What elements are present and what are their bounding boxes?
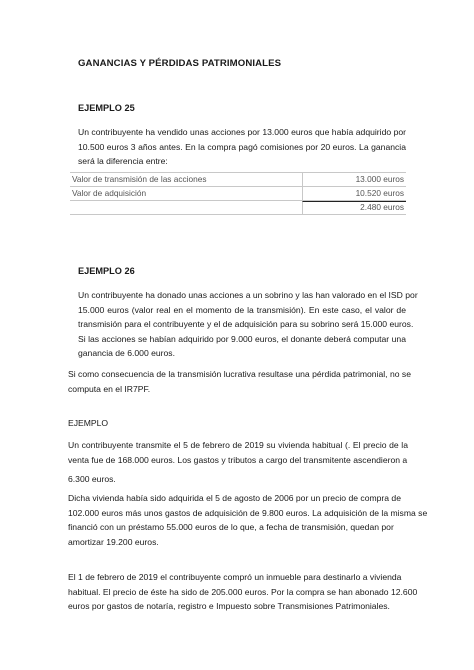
page-title: GANANCIAS Y PÉRDIDAS PATRIMONIALES (78, 58, 282, 69)
text-line: transmisión para el contribuyente y el de adquisición para su sobrino será 15.000 euros. (78, 319, 414, 330)
table-cell-value: 13.000 euros (355, 174, 404, 184)
text-line: habitual. El precio de éste ha sido de 205.000 euros. Por la compra se han abonado 12.600 (68, 586, 418, 597)
text-line: El 1 de febrero de 2019 el contribuyente compró un inmueble para destinarlo a vivienda (68, 572, 402, 582)
example-heading: EJEMPLO (68, 418, 109, 428)
text-line: ganancia de 6.000 euros. (78, 348, 175, 359)
table-row (70, 172, 406, 187)
text-line: financió con un préstamo 55.000 euros de lo que, a fecha de transmisión, quedan por (68, 522, 394, 533)
example-paragraph-1 (68, 438, 408, 467)
text-line: Si las acciones se habían adquirido por 9.000 euros, el donante deberá computar una (78, 333, 406, 344)
table-cell-value: 10.520 euros (355, 188, 404, 198)
example-paragraph-3 (68, 491, 428, 549)
text-line: Un contribuyente transmite el 5 de febrero de 2019 su vivienda habitual (. El precio de la (68, 440, 408, 450)
text-line: Un contribuyente ha donado unas acciones a un sobrino y las han valorado en el ISD por (78, 290, 418, 300)
example-26-text (78, 288, 418, 361)
table-cell-value: 2.480 euros (360, 202, 404, 212)
example-25-heading: EJEMPLO 25 (78, 103, 135, 113)
text-line: 15.000 euros (valor real en el momento de la transmisión). En este caso, el valor de (78, 304, 406, 315)
text-line: Si como consecuencia de la transmisión lucrativa resultase una pérdida patrimonial, no se (68, 369, 411, 379)
table-cell-label: Valor de transmisión de las acciones (72, 174, 207, 184)
example-paragraph-2: 6.300 euros. (68, 474, 116, 484)
text-line: computa en el IR7PF. (68, 383, 151, 394)
text-line: amortizar 19.200 euros. (68, 536, 159, 547)
example-25-table (70, 172, 406, 215)
table-cell-label: Valor de adquisición (72, 188, 147, 198)
example-25-text (78, 125, 406, 169)
table-row (70, 187, 406, 201)
text-line: Dicha vivienda había sido adquirida el 5 de agosto de 2006 por un precio de compra de (68, 493, 401, 503)
text-line: euros por gastos de notaría, registro e Impuesto sobre Transmisiones Patrimoniales. (68, 601, 390, 612)
table-row-total (70, 201, 406, 215)
text-line: Un contribuyente ha vendido unas acciones por 13.000 euros que había adquirido por (78, 127, 406, 137)
example-paragraph-4 (68, 570, 418, 614)
note-paragraph (68, 367, 411, 396)
example-26-heading: EJEMPLO 26 (78, 266, 135, 276)
text-line: venta fue de 168.000 euros. Los gastos y tributos a cargo del transmitente ascendieron a (68, 454, 408, 465)
text-line: 10.500 euros 3 años antes. En la compra pagó comisiones por 20 euros. La ganancia (78, 141, 406, 152)
text-line: será la diferencia entre: (78, 156, 168, 167)
text-line: 102.000 euros más unos gastos de adquisición de 9.800 euros. La adquisición de la misma se (68, 507, 428, 518)
